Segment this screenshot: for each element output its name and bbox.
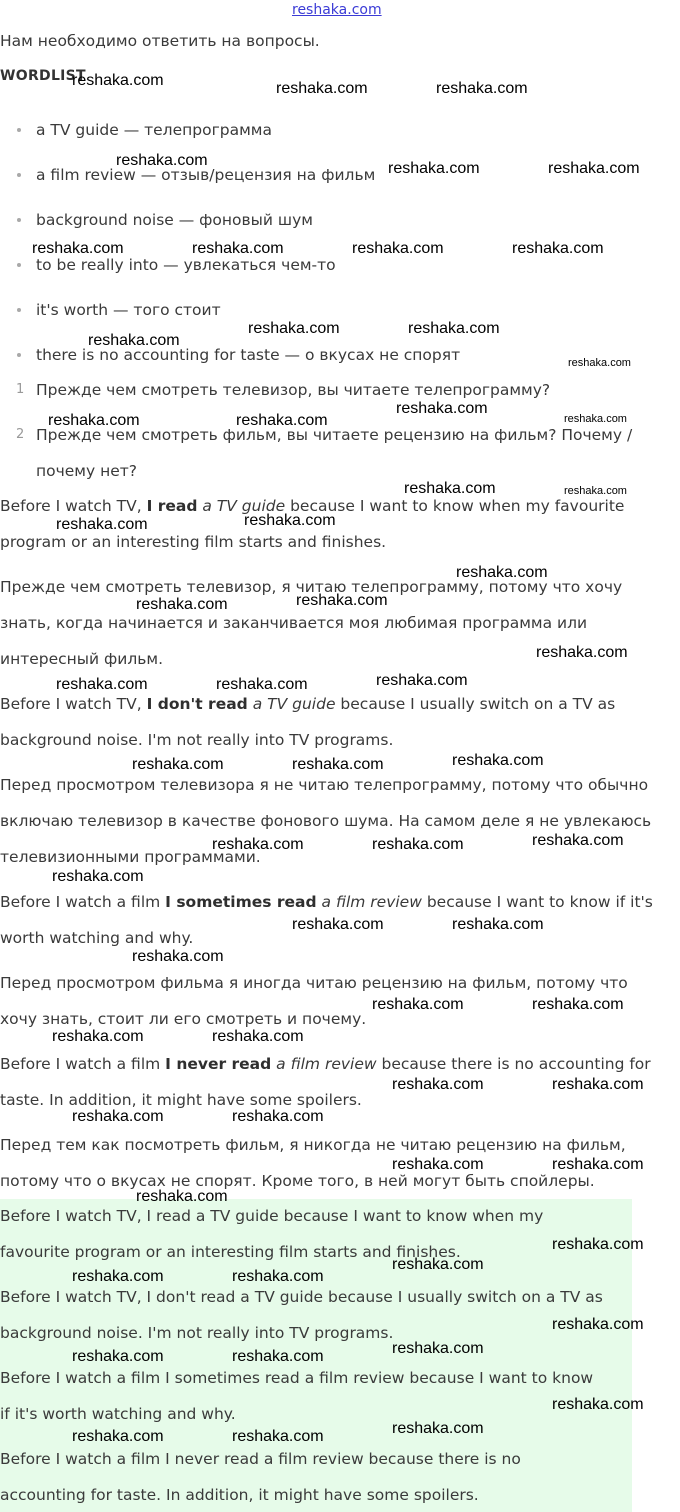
bullet-icon (17, 173, 21, 177)
watermark: reshaka.com (232, 1428, 324, 1445)
bullet-icon (17, 353, 21, 357)
watermark: reshaka.com (552, 1316, 644, 1333)
summary-line: Before I watch TV, I don't read a TV guide because I usually switch on a TV as (0, 1288, 603, 1306)
site-link[interactable]: reshaka.com (292, 2, 382, 18)
watermark: reshaka.com (552, 1396, 644, 1413)
answer-ru-line: включаю телевизор в качестве фонового шума. На самом деле я не увлекаюсь (0, 812, 652, 830)
answer-ru-line: Перед просмотром фильма я иногда читаю рецензию на фильм, потому что (0, 974, 628, 992)
list-item-text: to be really into — увлекаться чем-то (36, 256, 336, 274)
answer-en-line: Before I watch TV, I read a TV guide because I want to know when my favourite (0, 497, 625, 515)
watermark: reshaka.com (192, 240, 284, 257)
watermark: reshaka.com (72, 1268, 164, 1285)
answer-en-line: Before I watch a film I sometimes read a film review because I want to know if it's (0, 893, 653, 911)
answer-en-line: background noise. I'm not really into TV programs. (0, 731, 394, 749)
answer-ru-line: хочу знать, стоит ли его смотреть и почему. (0, 1010, 367, 1028)
watermark: reshaka.com (212, 1028, 304, 1045)
watermark: reshaka.com (392, 1156, 484, 1173)
watermark: reshaka.com (552, 1236, 644, 1253)
question-text: почему нет? (36, 462, 138, 480)
watermark: reshaka.com (72, 1348, 164, 1365)
watermark: reshaka.com (392, 1420, 484, 1437)
list-item-text: a TV guide — телепрограмма (36, 121, 272, 139)
answer-ru-line: Перед тем как посмотреть фильм, я никогда не читаю рецензию на фильм, (0, 1136, 626, 1154)
answer-ru-line: интересный фильм. (0, 650, 164, 668)
summary-line: Before I watch a film I sometimes read a film review because I want to know (0, 1369, 594, 1387)
watermark: reshaka.com (552, 1156, 644, 1173)
answer-ru-line: потому что о вкусах не спорят. Кроме того, в ней могут быть спойлеры. (0, 1172, 595, 1190)
answer-ru-line: телевизионными программами. (0, 848, 261, 866)
watermark: reshaka.com (396, 400, 488, 417)
summary-line: Before I watch TV, I read a TV guide because I want to know when my (0, 1207, 544, 1225)
bullet-icon (17, 128, 21, 132)
watermark: reshaka.com (56, 676, 148, 693)
answer-en-line: program or an interesting film starts and finishes. (0, 533, 387, 551)
watermark: reshaka.com (292, 756, 384, 773)
summary-line: favourite program or an interesting film starts and finishes. (0, 1243, 461, 1261)
list-item-text: a film review — отзыв/рецензия на фильм (36, 166, 376, 184)
watermark: reshaka.com (456, 564, 548, 581)
watermark: reshaka.com (532, 832, 624, 849)
watermark: reshaka.com (244, 512, 336, 529)
watermark: reshaka.com (404, 480, 496, 497)
watermark: reshaka.com (232, 1348, 324, 1365)
watermark: reshaka.com (232, 1108, 324, 1125)
watermark: reshaka.com (236, 412, 328, 429)
watermark: reshaka.com (372, 996, 464, 1013)
intro-text: Нам необходимо ответить на вопросы. (0, 32, 320, 50)
watermark: reshaka.com (136, 1188, 228, 1205)
watermark: reshaka.com (392, 1256, 484, 1273)
watermark: reshaka.com (392, 1340, 484, 1357)
question-text: Прежде чем смотреть телевизор, вы читаете телепрограмму? (36, 381, 551, 399)
watermark: reshaka.com (116, 152, 208, 169)
watermark: reshaka.com (52, 868, 144, 885)
question-text: Прежде чем смотреть фильм, вы читаете рецензию на фильм? Почему / (36, 426, 633, 444)
watermark: reshaka.com (452, 916, 544, 933)
watermark: reshaka.com (276, 80, 368, 97)
watermark: reshaka.com (372, 836, 464, 853)
watermark: reshaka.com (132, 756, 224, 773)
watermark: reshaka.com (548, 160, 640, 177)
watermark: reshaka.com (436, 80, 528, 97)
watermark: reshaka.com (248, 320, 340, 337)
watermark: reshaka.com (72, 1428, 164, 1445)
watermark: reshaka.com (216, 676, 308, 693)
watermark: reshaka.com (532, 996, 624, 1013)
watermark: reshaka.com (232, 1268, 324, 1285)
watermark: reshaka.com (512, 240, 604, 257)
watermark: reshaka.com (388, 160, 480, 177)
watermark: reshaka.com (88, 332, 180, 349)
answer-ru-line: Перед просмотром телевизора я не читаю телепрограмму, потому что обычно (0, 776, 649, 794)
watermark: reshaka.com (536, 644, 628, 661)
list-item-text: it's worth — того стоит (36, 301, 221, 319)
watermark: reshaka.com (564, 413, 627, 425)
watermark: reshaka.com (552, 1076, 644, 1093)
summary-line: Before I watch a film I never read a film review because there is no (0, 1450, 521, 1468)
summary-line: background noise. I'm not really into TV programs. (0, 1324, 394, 1342)
watermark: reshaka.com (408, 320, 500, 337)
watermark: reshaka.com (136, 596, 228, 613)
question-number: 2 (16, 427, 25, 442)
question-number: 1 (16, 382, 25, 397)
watermark: reshaka.com (212, 836, 304, 853)
summary-line: if it's worth watching and why. (0, 1405, 236, 1423)
watermark: reshaka.com (376, 672, 468, 689)
answer-en-line: Before I watch TV, I don't read a TV guide because I usually switch on a TV as (0, 695, 616, 713)
list-item-text: there is no accounting for taste — о вкусах не спорят (36, 346, 461, 364)
watermark: reshaka.com (352, 240, 444, 257)
answer-ru-line: знать, когда начинается и заканчивается моя любимая программа или (0, 614, 588, 632)
watermark: reshaka.com (52, 1028, 144, 1045)
answer-ru-line: Прежде чем смотреть телевизор, я читаю телепрограмму, потому что хочу (0, 578, 623, 596)
list-item-text: background noise — фоновый шум (36, 211, 313, 229)
summary-line: accounting for taste. In addition, it might have some spoilers. (0, 1486, 479, 1504)
watermark: reshaka.com (564, 485, 627, 497)
answer-en-line: taste. In addition, it might have some spoilers. (0, 1091, 362, 1109)
bullet-icon (17, 308, 21, 312)
wordlist-heading: WORDLIST (0, 68, 86, 84)
watermark: reshaka.com (292, 916, 384, 933)
watermark: reshaka.com (568, 357, 631, 369)
watermark: reshaka.com (48, 412, 140, 429)
watermark: reshaka.com (296, 592, 388, 609)
watermark: reshaka.com (72, 72, 164, 89)
watermark: reshaka.com (32, 240, 124, 257)
answer-en-line: Before I watch a film I never read a film review because there is no accounting for (0, 1055, 651, 1073)
watermark: reshaka.com (132, 948, 224, 965)
watermark: reshaka.com (72, 1108, 164, 1125)
bullet-icon (17, 263, 21, 267)
watermark: reshaka.com (392, 1076, 484, 1093)
watermark: reshaka.com (56, 516, 148, 533)
answer-en-line: worth watching and why. (0, 929, 194, 947)
watermark: reshaka.com (452, 752, 544, 769)
bullet-icon (17, 218, 21, 222)
